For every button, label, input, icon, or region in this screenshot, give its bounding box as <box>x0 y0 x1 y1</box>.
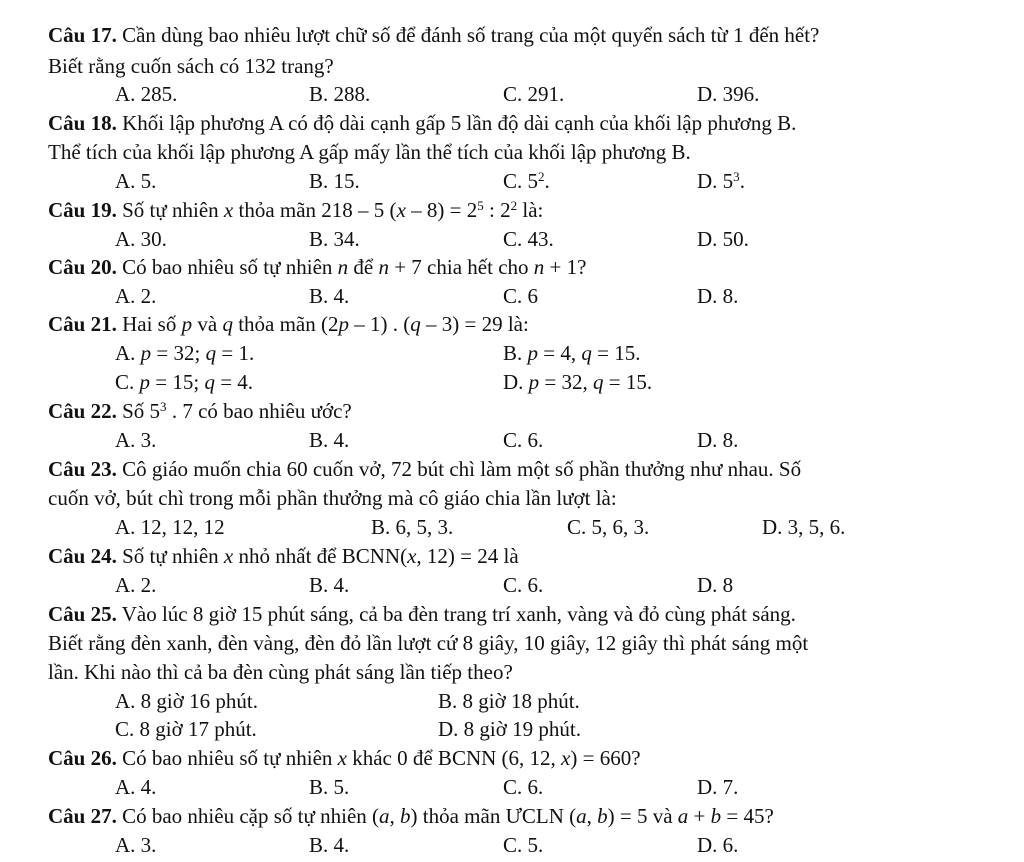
option-c[interactable]: C. 291. <box>503 82 565 106</box>
question-21: Câu 21. Hai số p và q thỏa mãn (2p – 1) . (q – 3) = 29 là: <box>48 312 529 336</box>
option-a[interactable]: A. 285. <box>115 82 178 106</box>
question-text: Khối lập phương A có độ dài cạnh gấp 5 lần độ dài cạnh của khối lập phương B. <box>122 111 797 135</box>
option-c[interactable]: C. 6. <box>503 428 544 452</box>
question-26: Câu 26. Có bao nhiêu số tự nhiên x khác 0 để BCNN (6, 12, x) = 660? <box>48 746 641 770</box>
question-23-options <box>0 517 1024 541</box>
question-number: Câu 27. <box>48 804 117 828</box>
question-20: Câu 20. Có bao nhiêu số tự nhiên n để n + 7 chia hết cho n + 1? <box>48 255 587 279</box>
option-b[interactable]: B. 4. <box>309 284 350 308</box>
question-text: Vào lúc 8 giờ 15 phút sáng, cả ba đèn trang trí xanh, vàng và đỏ cùng phát sáng. <box>121 602 796 626</box>
question-19-options <box>0 229 1024 253</box>
option-c[interactable]: C. 6. <box>503 573 544 597</box>
question-27-options <box>0 835 1024 859</box>
option-b[interactable]: B. 8 giờ 18 phút. <box>438 689 580 713</box>
question-20-options <box>0 286 1024 310</box>
option-a[interactable]: A. 5. <box>115 169 157 193</box>
question-18-options <box>0 168 1024 195</box>
option-d[interactable]: D. 7. <box>697 775 739 799</box>
question-17 <box>48 25 819 46</box>
question-number: Câu 18. <box>48 111 117 135</box>
question-21-options-row1 <box>0 343 1024 367</box>
question-text: Biết rằng đèn xanh, đèn vàng, đèn đỏ lần lượt cứ 8 giây, 10 giây, 12 giây thì phát sáng một <box>48 631 809 655</box>
question-18-line2 <box>48 142 691 163</box>
option-a[interactable]: A. 30. <box>115 227 167 251</box>
option-a[interactable]: A. 3. <box>115 428 157 452</box>
question-25-line2 <box>48 633 808 654</box>
question-25-options-row2 <box>0 719 1024 743</box>
option-c[interactable]: C. 5, 6, 3. <box>567 515 650 539</box>
option-d[interactable]: D. 50. <box>697 227 749 251</box>
question-number: Câu 23. <box>48 457 117 481</box>
question-25-options-row1 <box>0 691 1024 715</box>
option-b[interactable]: B. p = 4, q = 15. <box>503 341 641 365</box>
option-a[interactable]: A. 8 giờ 16 phút. <box>115 689 258 713</box>
question-text: cuốn vở, bút chì trong mỗi phần thưởng mà cô giáo chia lần lượt là: <box>48 486 617 510</box>
option-b[interactable]: B. 6, 5, 3. <box>371 515 454 539</box>
question-24: Câu 24. Số tự nhiên x nhỏ nhất để BCNN(x, 12) = 24 là <box>48 544 519 568</box>
option-d[interactable]: D. 8 giờ 19 phút. <box>438 717 581 741</box>
question-22-options <box>0 430 1024 454</box>
question-number: Câu 20. <box>48 255 117 279</box>
option-a[interactable]: A. 3. <box>115 833 157 857</box>
option-c[interactable]: C. 6 <box>503 284 539 308</box>
option-c[interactable]: C. 43. <box>503 227 554 251</box>
question-25-line3 <box>48 662 513 683</box>
option-d[interactable]: D. 8. <box>697 284 739 308</box>
option-d[interactable]: D. 6. <box>697 833 739 857</box>
option-c[interactable]: C. p = 15; q = 4. <box>115 370 254 394</box>
option-b[interactable]: B. 4. <box>309 833 350 857</box>
question-number: Câu 26. <box>48 746 117 770</box>
question-text: lần. Khi nào thì cả ba đèn cùng phát sáng lần tiếp theo? <box>48 660 513 684</box>
option-d[interactable]: D. 396. <box>697 82 760 106</box>
question-number: Câu 25. <box>48 602 117 626</box>
question-19: Câu 19. Số tự nhiên x thỏa mãn 218 – 5 $(x - 8) = 2^5$ : $2^2$ là: <box>48 197 544 222</box>
question-text: Cô giáo muốn chia 60 cuốn vở, 72 bút chì làm một số phần thưởng như nhau. Số <box>122 457 802 481</box>
option-a[interactable]: A. p = 32; q = 1. <box>115 341 255 365</box>
question-text: Cần dùng bao nhiêu lượt chữ số để đánh số trang của một quyển sách từ 1 đến hết? <box>122 23 820 47</box>
question-17-line2 <box>48 56 334 77</box>
option-b[interactable]: B. 15. <box>309 169 360 193</box>
option-a[interactable]: A. 12, 12, 12 <box>115 515 225 539</box>
option-b[interactable]: B. 34. <box>309 227 360 251</box>
question-17-options <box>0 84 1024 108</box>
question-number: Câu 19. <box>48 198 117 222</box>
option-d[interactable]: D. 3, 5, 6. <box>762 515 846 539</box>
question-text: Biết rằng cuốn sách có 132 trang? <box>48 54 334 78</box>
question-25 <box>48 604 796 625</box>
option-d[interactable]: D. 8 <box>697 573 734 597</box>
option-c[interactable]: C. 6. <box>503 775 544 799</box>
option-b[interactable]: B. 4. <box>309 428 350 452</box>
option-c[interactable]: C. 5. <box>503 833 544 857</box>
question-number: Câu 24. <box>48 544 117 568</box>
option-c[interactable]: C. 8 giờ 17 phút. <box>115 717 257 741</box>
question-text: Thể tích của khối lập phương A gấp mấy lần thể tích của khối lập phương B. <box>48 140 691 164</box>
option-b[interactable]: B. 5. <box>309 775 350 799</box>
question-22: Câu 22. Số $5^3$ . 7 có bao nhiêu ước? <box>48 398 352 423</box>
question-18 <box>48 113 796 134</box>
option-d[interactable]: D. p = 32, q = 15. <box>503 370 653 394</box>
question-24-options <box>0 575 1024 599</box>
option-b[interactable]: B. 288. <box>309 82 371 106</box>
question-number: Câu 21. <box>48 312 117 336</box>
question-26-options <box>0 777 1024 801</box>
question-21-options-row2 <box>0 372 1024 396</box>
question-23 <box>48 459 801 480</box>
option-d[interactable]: D. $5^3$. <box>697 168 745 193</box>
question-27: Câu 27. Có bao nhiêu cặp số tự nhiên (a, b) thỏa mãn ƯCLN (a, b) = 5 và a + b = 45? <box>48 804 774 828</box>
question-number: Câu 17. <box>48 23 117 47</box>
option-b[interactable]: B. 4. <box>309 573 350 597</box>
option-a[interactable]: A. 2. <box>115 284 157 308</box>
option-d[interactable]: D. 8. <box>697 428 739 452</box>
option-c[interactable]: C. $5^2$. <box>503 168 550 193</box>
option-a[interactable]: A. 4. <box>115 775 157 799</box>
question-number: Câu 22. <box>48 399 117 423</box>
option-a[interactable]: A. 2. <box>115 573 157 597</box>
question-23-line2 <box>48 488 617 509</box>
